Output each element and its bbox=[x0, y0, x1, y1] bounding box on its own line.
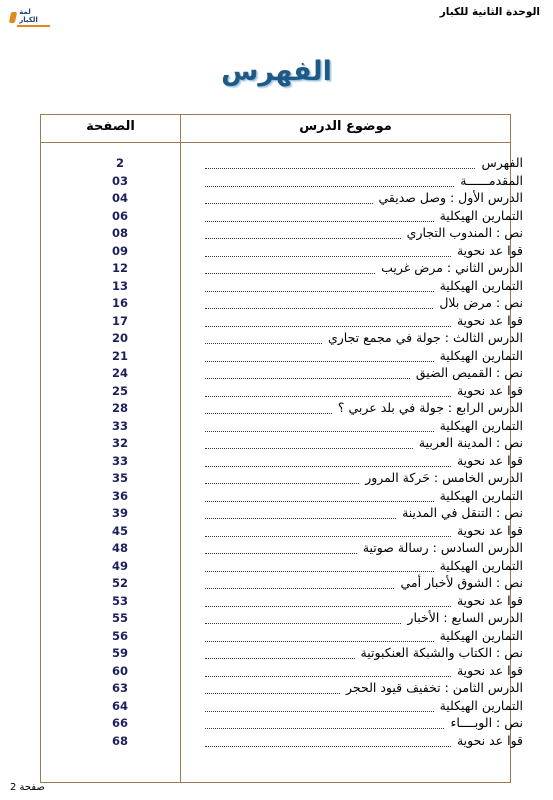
page-number: 56 bbox=[111, 628, 128, 643]
table-row bbox=[0, 698, 553, 715]
table-row bbox=[0, 715, 553, 732]
leader-dots bbox=[205, 501, 434, 502]
page-number: 39 bbox=[111, 506, 128, 520]
table-row bbox=[0, 558, 553, 575]
page-number: 45 bbox=[111, 523, 128, 538]
unit-title: الوحدة الثانية للكبار bbox=[439, 6, 540, 18]
topic-label: الدرس الخامس : حَركة المرور bbox=[365, 470, 523, 485]
leader-dots bbox=[205, 413, 332, 414]
topic-label: قوا عد نحوية bbox=[456, 452, 523, 468]
page-number: 28 bbox=[111, 401, 128, 415]
table-row bbox=[0, 278, 553, 295]
topic-label: نص : مرض بلال bbox=[439, 295, 523, 310]
leader-dots bbox=[205, 378, 410, 379]
leader-dots bbox=[205, 693, 340, 694]
table-row bbox=[0, 313, 553, 330]
page-number: 60 bbox=[111, 663, 128, 678]
leader-dots bbox=[205, 711, 434, 712]
logo-text: لمة الكبار bbox=[17, 7, 50, 27]
page-title: الفهرس bbox=[221, 56, 332, 87]
leader-dots bbox=[205, 483, 359, 484]
page-number: 21 bbox=[111, 348, 128, 363]
table-row bbox=[0, 173, 553, 190]
topic-label: نص : الوبــــاء bbox=[450, 715, 523, 730]
page-number: 2 bbox=[115, 156, 124, 170]
page-number: 33 bbox=[111, 418, 128, 433]
leader-dots bbox=[205, 676, 451, 677]
table-row bbox=[0, 540, 553, 557]
leader-dots bbox=[205, 448, 413, 449]
leader-dots bbox=[205, 238, 401, 239]
topic-label: التمارين الهيكلية bbox=[439, 487, 523, 503]
table-row bbox=[0, 435, 553, 452]
leader-dots bbox=[205, 466, 451, 467]
topic-label: الدرس الثاني : مرض غريب bbox=[381, 260, 523, 275]
footer-page-number: صفحة 2 bbox=[10, 782, 45, 793]
table-row bbox=[0, 418, 553, 435]
leader-dots bbox=[205, 343, 322, 344]
topic-label: قوا عد نحوية bbox=[456, 592, 523, 608]
topic-label: قوا عد نحوية bbox=[456, 312, 523, 328]
page-number: 66 bbox=[111, 716, 128, 730]
leader-dots bbox=[205, 518, 396, 519]
topic-label: التمارين الهيكلية bbox=[439, 697, 523, 713]
page-number: 24 bbox=[111, 366, 128, 380]
topic-label: قوا عد نحوية bbox=[456, 242, 523, 258]
leader-dots bbox=[205, 203, 373, 204]
table-row bbox=[0, 330, 553, 347]
page-number: 06 bbox=[111, 208, 128, 223]
topic-label: نص : المدينة العربية bbox=[418, 435, 523, 450]
topic-label: التمارين الهيكلية bbox=[439, 417, 523, 433]
topic-label: قوا عد نحوية bbox=[456, 522, 523, 538]
leader-dots bbox=[205, 273, 375, 274]
table-row bbox=[0, 453, 553, 470]
page-number: 20 bbox=[111, 331, 128, 345]
table-row bbox=[0, 470, 553, 487]
topic-label: التمارين الهيكلية bbox=[439, 347, 523, 363]
leader-dots bbox=[205, 221, 434, 222]
page-number: 04 bbox=[111, 191, 128, 205]
publisher-logo bbox=[10, 10, 50, 24]
table-row bbox=[0, 295, 553, 312]
table-row bbox=[0, 225, 553, 242]
page-number: 08 bbox=[111, 226, 128, 240]
page-number: 13 bbox=[111, 278, 128, 293]
topic-label: التمارين الهيكلية bbox=[439, 207, 523, 223]
topic-label: نص : التنقل في المدينة bbox=[402, 505, 523, 520]
topic-label: الدرس الرابع : جولة في بلد عربي ؟ bbox=[337, 400, 523, 415]
leader-dots bbox=[205, 396, 451, 397]
page-number: 49 bbox=[111, 558, 128, 573]
table-row bbox=[0, 348, 553, 365]
topic-label: نص : المندوب التجاري bbox=[406, 225, 523, 240]
page-number: 25 bbox=[111, 383, 128, 398]
topic-label: الدرس الثامن : تخفيف قيود الحجر bbox=[346, 680, 523, 695]
table-row bbox=[0, 243, 553, 260]
leader-dots bbox=[205, 571, 434, 572]
table-row bbox=[0, 610, 553, 627]
topic-label: التمارين الهيكلية bbox=[439, 627, 523, 643]
table-row bbox=[0, 645, 553, 662]
leader-dots bbox=[205, 728, 444, 729]
leader-dots bbox=[205, 588, 394, 589]
page-number: 35 bbox=[111, 471, 128, 485]
page-number: 16 bbox=[111, 296, 128, 310]
page-number: 59 bbox=[111, 646, 128, 660]
page-number: 52 bbox=[111, 576, 128, 590]
page-number: 53 bbox=[111, 593, 128, 608]
leader-dots bbox=[205, 536, 451, 537]
topic-label: التمارين الهيكلية bbox=[439, 557, 523, 573]
table-row bbox=[0, 488, 553, 505]
column-header-page: الصفحة bbox=[86, 119, 135, 134]
topic-label: الدرس السادس : رسالة صوتية bbox=[362, 540, 523, 555]
page-number: 32 bbox=[111, 436, 128, 450]
leader-dots bbox=[205, 431, 434, 432]
topic-label: الدرس الأول : وصل صديقي bbox=[378, 190, 523, 205]
table-row bbox=[0, 663, 553, 680]
leader-dots bbox=[205, 623, 401, 624]
table-row bbox=[0, 365, 553, 382]
topic-label: قوا عد نحوية bbox=[456, 382, 523, 398]
table-row bbox=[0, 575, 553, 592]
table-row bbox=[0, 680, 553, 697]
topic-label: الدرس السابع : الأخبار bbox=[407, 610, 523, 625]
topic-label: نص : الكتاب والشبكة العنكبوتية bbox=[360, 645, 523, 660]
topic-label: نص : الشوق لأخبار أمي bbox=[400, 575, 523, 590]
page-number: 64 bbox=[111, 698, 128, 713]
table-row bbox=[0, 733, 553, 750]
leader-dots bbox=[205, 658, 355, 659]
column-header-topic: موضوع الدرس bbox=[299, 119, 392, 134]
table-row bbox=[0, 155, 553, 172]
page-number: 12 bbox=[111, 261, 128, 275]
page-number: 36 bbox=[111, 488, 128, 503]
leader-dots bbox=[205, 606, 451, 607]
topic-label: المقدمــــــة bbox=[460, 172, 523, 188]
table-row bbox=[0, 383, 553, 400]
leader-dots bbox=[205, 168, 475, 169]
leader-dots bbox=[205, 361, 434, 362]
table-row bbox=[0, 260, 553, 277]
page-number: 17 bbox=[111, 313, 128, 328]
page-number: 68 bbox=[111, 733, 128, 748]
table-row bbox=[0, 400, 553, 417]
topic-label: الفهرس bbox=[481, 155, 523, 170]
leader-dots bbox=[205, 291, 434, 292]
table-row bbox=[0, 628, 553, 645]
page-number: 48 bbox=[111, 541, 128, 555]
leader-dots bbox=[205, 553, 357, 554]
logo-mark-icon bbox=[9, 12, 18, 23]
page-number: 33 bbox=[111, 453, 128, 468]
header-divider bbox=[41, 142, 510, 143]
leader-dots bbox=[205, 308, 433, 309]
table-row bbox=[0, 190, 553, 207]
leader-dots bbox=[205, 746, 451, 747]
leader-dots bbox=[205, 256, 451, 257]
table-row bbox=[0, 593, 553, 610]
leader-dots bbox=[205, 641, 434, 642]
page-number: 63 bbox=[111, 681, 128, 695]
table-row bbox=[0, 523, 553, 540]
table-row bbox=[0, 505, 553, 522]
topic-label: نص : القميص الضيق bbox=[415, 365, 523, 380]
page-number: 55 bbox=[111, 611, 128, 625]
page-number: 03 bbox=[111, 173, 128, 188]
topic-label: قوا عد نحوية bbox=[456, 662, 523, 678]
topic-label: الدرس الثالث : جولة في مجمع تجاري bbox=[327, 330, 523, 345]
table-row bbox=[0, 208, 553, 225]
topic-label: التمارين الهيكلية bbox=[439, 277, 523, 293]
topic-label: قوا عد نحوية bbox=[456, 732, 523, 748]
page-number: 09 bbox=[111, 243, 128, 258]
leader-dots bbox=[205, 326, 451, 327]
leader-dots bbox=[205, 186, 454, 187]
